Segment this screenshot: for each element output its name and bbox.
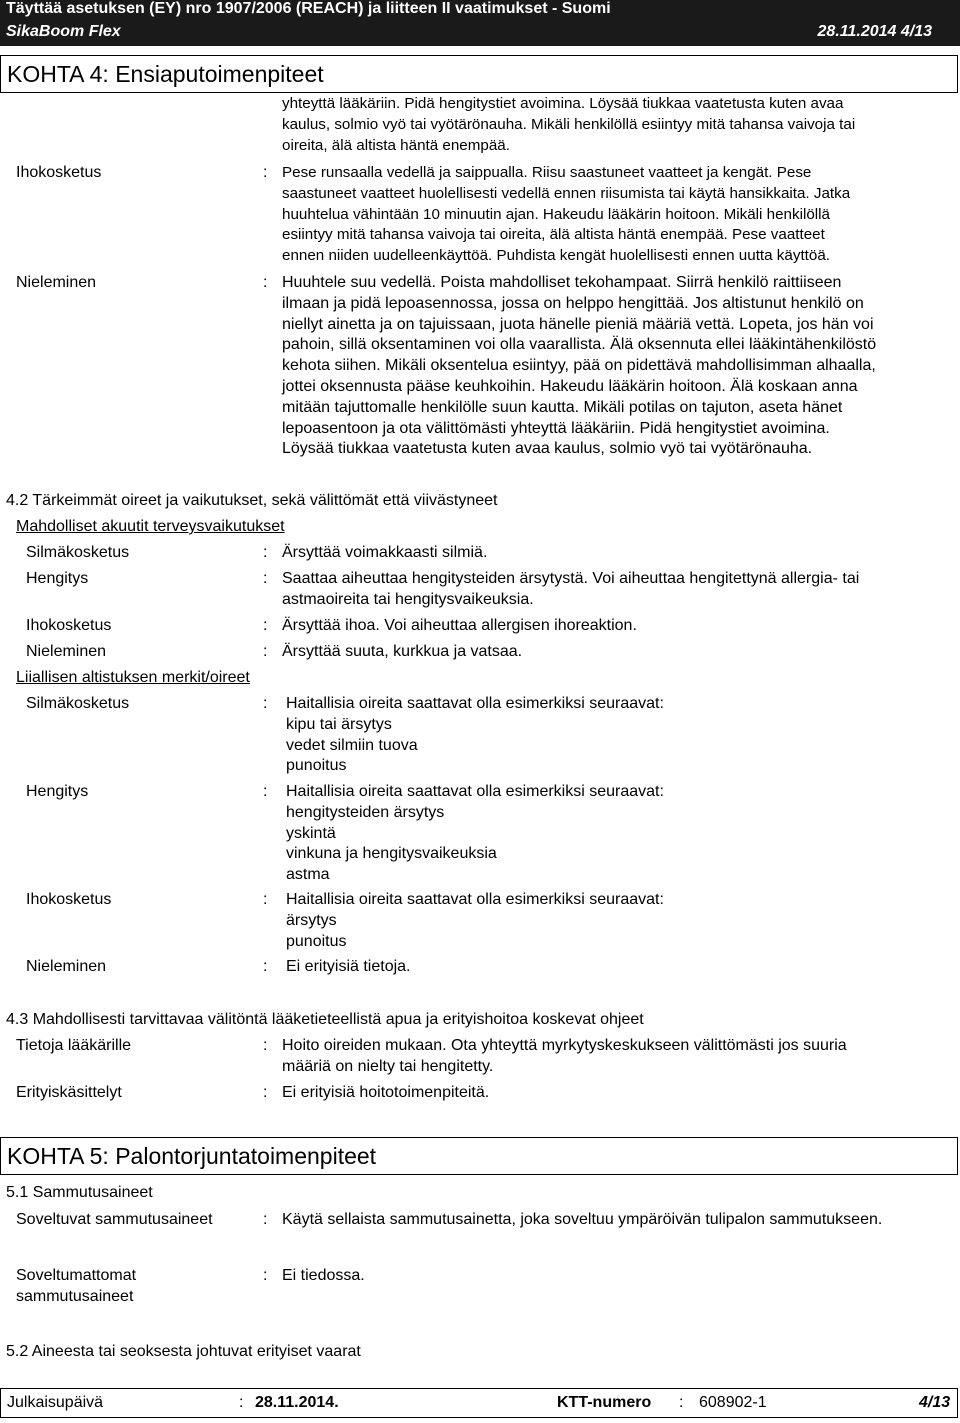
- colon: :: [263, 1211, 268, 1228]
- acute-skin-label: Ihokosketus: [26, 617, 112, 634]
- over-skin-text: Haitallisia oireita saattavat olla esimerkiksi seuraavat: ärsytys punoitus: [286, 891, 664, 950]
- colon: :: [263, 544, 268, 561]
- product-name: SikaBoom Flex: [6, 23, 121, 40]
- suitable-media-text: Käytä sellaista sammutusainetta, joka soveltuu ympäröivän tulipalon sammutukseen.: [282, 1211, 883, 1228]
- colon: :: [263, 695, 268, 712]
- acute-effects-heading: Mahdolliset akuutit terveysvaikutukset: [16, 518, 285, 535]
- colon: :: [263, 643, 268, 660]
- physician-info-label: Tietoja lääkärille: [16, 1037, 132, 1054]
- over-ingestion-label: Nieleminen: [26, 958, 107, 975]
- colon: :: [263, 1267, 268, 1284]
- regulation-text: Täyttää asetuksen (EY) nro 1907/2006 (REACH) ja liitteen II vaatimukset - Suomi: [6, 0, 611, 17]
- subsection-4-2-title: 4.2 Tärkeimmät oireet ja vaikutukset, sekä välittömät että viivästyneet: [6, 492, 498, 509]
- colon: :: [263, 617, 268, 634]
- over-ingestion-text: Ei erityisiä tietoja.: [286, 958, 411, 975]
- skin-contact-text: Pese runsaalla vedellä ja saippualla. Riisu saastuneet vaatteet ja kengät. Pese saastuneet vaatteet huolellisesti vedellä ennen riisumista tai käytä hansikkaita. Jatka huuhtelua vähintään 10 minuutin ajan. Hakeudu lääkärin hoitoon. Mikäli henkilöllä esiintyy mitä tahansa vaivoja tai oireita, älä altista häntä enempää. Pese vaatteet ennen niiden uudelleenkäyttöä. Puhdista kengät huolellisesti ennen uutta käyttöä.: [282, 164, 851, 265]
- colon: :: [263, 1084, 268, 1101]
- acute-eye-text: Ärsyttää voimakkaasti silmiä.: [282, 544, 488, 561]
- subsection-5-1-title: 5.1 Sammutusaineet: [6, 1184, 153, 1201]
- physician-info-text: Hoito oireiden mukaan. Ota yhteyttä myrkytyskeskukseen välittömästi jos suuria määriä on nielty tai hengitetty.: [282, 1037, 847, 1075]
- ktt-value: 608902-1: [699, 1394, 767, 1411]
- colon: :: [263, 570, 268, 587]
- issue-date-value: 28.11.2014.: [255, 1394, 339, 1411]
- subsection-4-3-title: 4.3 Mahdollisesti tarvittavaa välitöntä lääketieteellistä apua ja erityishoitoa koskevat ohjeet: [6, 1011, 644, 1028]
- ingestion-label: Nieleminen: [16, 274, 97, 291]
- subsection-5-2-title: 5.2 Aineesta tai seoksesta johtuvat erityiset vaarat: [6, 1343, 361, 1360]
- section-4-title: KOHTA 4: Ensiaputoimenpiteet: [0, 55, 958, 93]
- issue-date-label: Julkaisupäivä: [7, 1394, 104, 1411]
- suitable-media-label: Soveltuvat sammutusaineet: [16, 1211, 213, 1228]
- ktt-label: KTT-numero: [557, 1394, 652, 1411]
- colon: :: [679, 1394, 684, 1411]
- date-page: 28.11.2014 4/13: [817, 23, 932, 40]
- over-skin-label: Ihokosketus: [26, 891, 112, 908]
- acute-inhalation-label: Hengitys: [26, 570, 89, 587]
- colon: :: [263, 958, 268, 975]
- skin-contact-label: Ihokosketus: [16, 164, 102, 181]
- special-treatment-label: Erityiskäsittelyt: [16, 1084, 122, 1101]
- acute-eye-label: Silmäkosketus: [26, 544, 130, 561]
- section-5-title: KOHTA 5: Palontorjuntatoimenpiteet: [0, 1137, 958, 1175]
- colon: :: [263, 1037, 268, 1054]
- acute-skin-text: Ärsyttää ihoa. Voi aiheuttaa allergisen ihoreaktion.: [282, 617, 637, 634]
- ingestion-text: Huuhtele suu vedellä. Poista mahdolliset tekohampaat. Siirrä henkilö raittiiseen ilmaan ja pidä lepoasennossa, jossa on helppo hengittää. Jos altistunut henkilö on niellyt ainetta ja on tajuissaan, juota hänelle pieniä määriä vettä. Lopeta, jos hän voi pahoin, sillä oksentaminen voi olla vaarallista. Älä oksennuta ellei lääkintähenkilöstö kehota siihen. Mikäli oksentelua esiintyy, pää on pidettävä mahdollisimman alhaalla, jottei oksennusta pääse keuhkoihin. Hakeudu lääkärin hoitoon. Älä koskaan anna mitään tajuttomalle henkilölle suun kautta. Mikäli potilas on tajuton, aseta hänet lepoasentoon ja ota välittömästi yhteyttä lääkäriin. Pidä hengitystiet avoimina. Löysää tiukkaa vaatetusta kuten avaa kaulus, solmio vyö tai vyötärönauha.: [282, 274, 877, 458]
- special-treatment-text: Ei erityisiä hoitotoimenpiteitä.: [282, 1084, 490, 1101]
- acute-ingestion-label: Nieleminen: [26, 643, 107, 660]
- over-eye-label: Silmäkosketus: [26, 695, 130, 712]
- over-inhalation-label: Hengitys: [26, 783, 89, 800]
- colon: :: [263, 891, 268, 908]
- over-eye-text: Haitallisia oireita saattavat olla esimerkiksi seuraavat: kipu tai ärsytys vedet silmiin tuova punoitus: [286, 695, 664, 775]
- page-number: 4/13: [919, 1394, 951, 1411]
- document-header: [0, 0, 960, 46]
- over-inhalation-text: Haitallisia oireita saattavat olla esimerkiksi seuraavat: hengitysteiden ärsytys yskintä vinkuna ja hengitysvaikeuksia astma: [286, 783, 664, 884]
- acute-inhalation-text: Saattaa aiheuttaa hengitysteiden ärsytystä. Voi aiheuttaa hengitettynä allergia- tai astmaoireita tai hengitysvaikeuksia.: [282, 570, 860, 608]
- unsuitable-media-text: Ei tiedossa.: [282, 1267, 365, 1284]
- unsuitable-media-label: Soveltumattomat sammutusaineet: [16, 1267, 137, 1305]
- colon: :: [263, 164, 268, 181]
- overexposure-heading: Liiallisen altistuksen merkit/oireet: [16, 669, 250, 686]
- colon: :: [263, 783, 268, 800]
- colon: :: [263, 274, 268, 291]
- document-footer: [0, 1388, 958, 1418]
- acute-ingestion-text: Ärsyttää suuta, kurkkua ja vatsaa.: [282, 643, 523, 660]
- colon: :: [239, 1394, 244, 1411]
- continuation-text: yhteyttä lääkäriin. Pidä hengitystiet avoimina. Löysää tiukkaa vaatetusta kuten avaa kaulus, solmio vyö tai vyötärönauha. Mikäli henkilöllä esiintyy mitä tahansa vaivoja tai oireita, älä altista häntä enempää.: [282, 95, 856, 154]
